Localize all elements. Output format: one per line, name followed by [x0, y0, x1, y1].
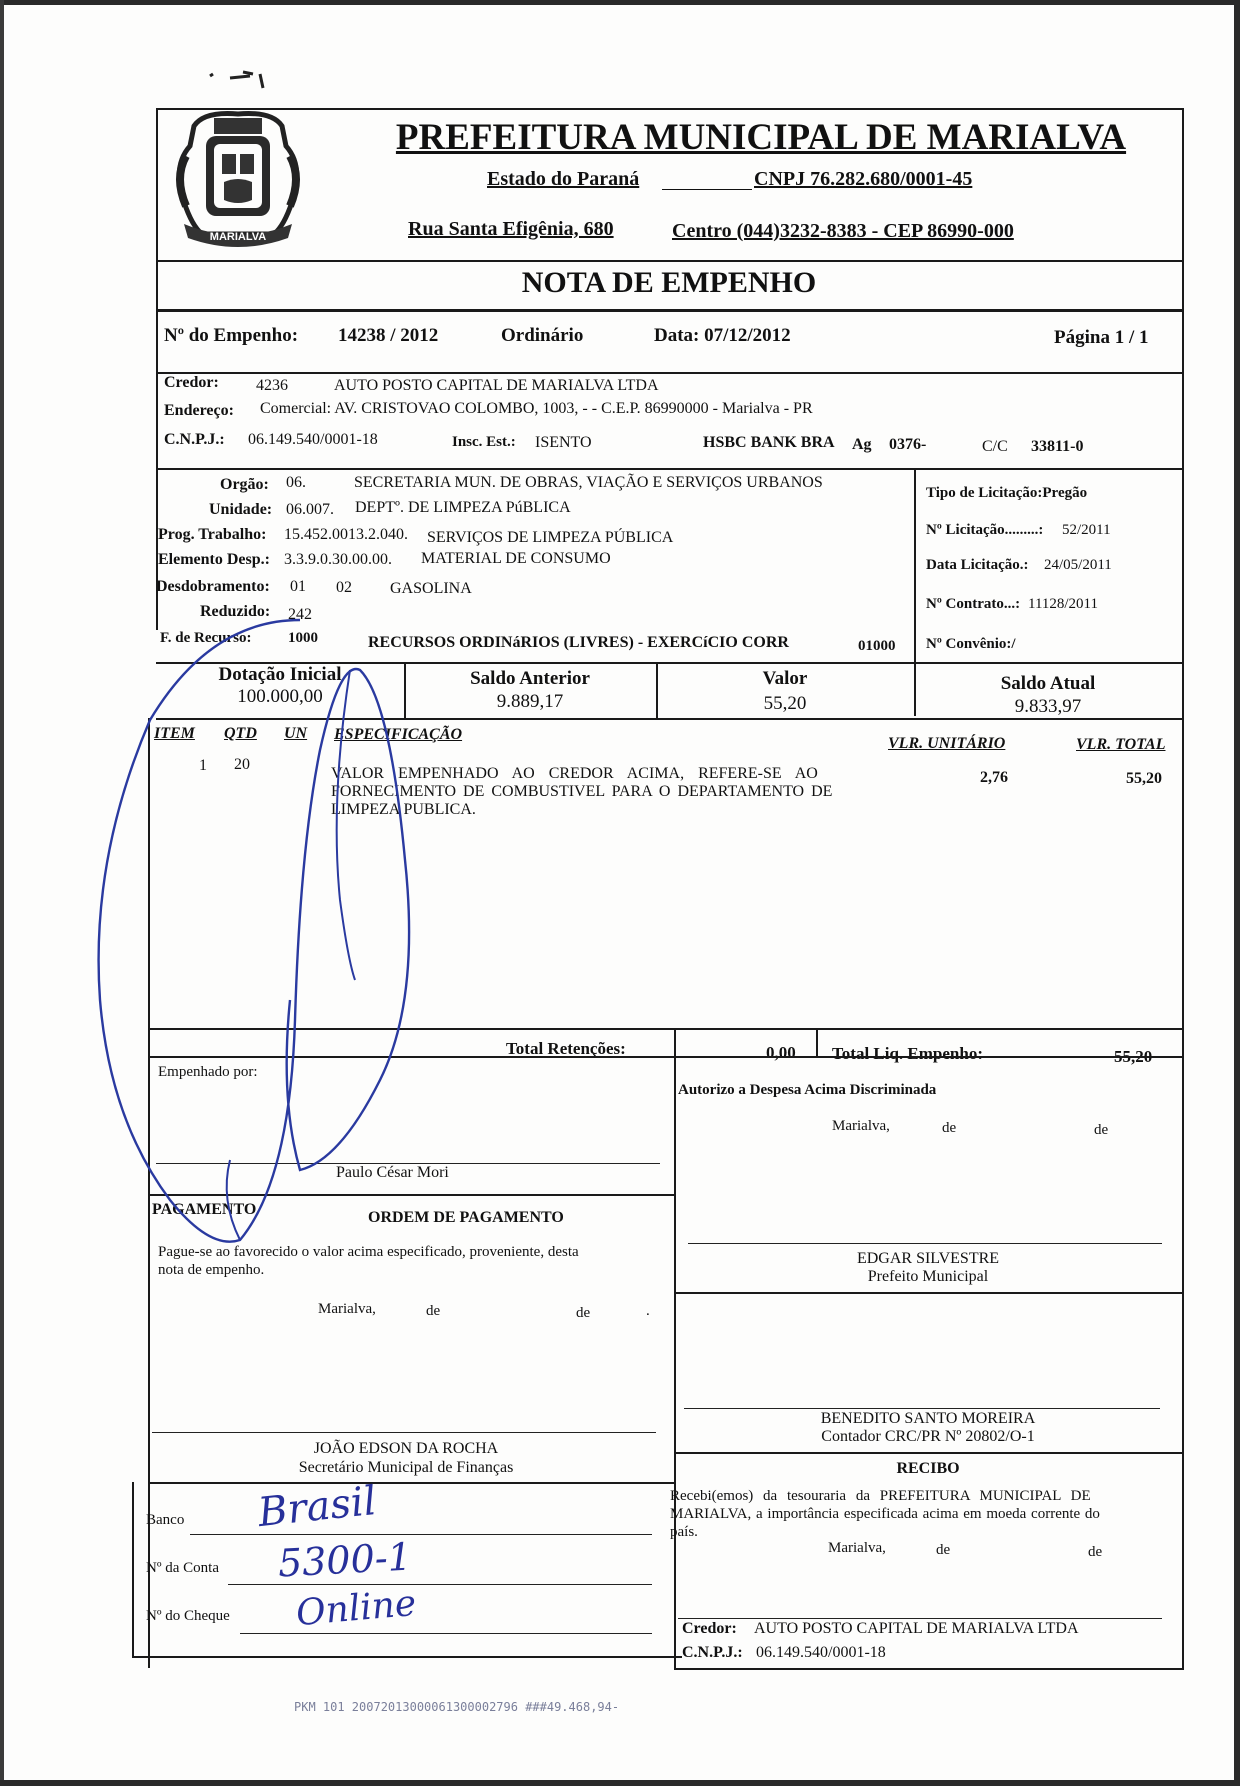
item-spec-line-2: FORNECIMENTO DE COMBUSTIVEL PARA O DEPARTAMENTO DE: [331, 783, 833, 800]
credor-name: AUTO POSTO CAPITAL DE MARIALVA LTDA: [334, 377, 659, 394]
recibo-marialva: Marialva,: [828, 1540, 886, 1556]
secretario-role: Secretário Municipal de Finanças: [298, 1459, 514, 1476]
licitacao-date-label: Data Licitação.:: [926, 557, 1029, 573]
header-address: Rua Santa Efigênia, 680: [408, 218, 614, 240]
saldo-anterior-label: Saldo Anterior: [470, 668, 590, 689]
scan-border-left: [0, 0, 4, 1786]
licitacao-date: 24/05/2011: [1044, 557, 1112, 573]
credor-insc: ISENTO: [535, 434, 592, 451]
recibo-credor-name: AUTO POSTO CAPITAL DE MARIALVA LTDA: [754, 1620, 1079, 1637]
recibo-credor-label: Credor:: [682, 1620, 737, 1637]
retencoes-label: Total Retenções:: [506, 1039, 626, 1058]
elemento-label: Elemento Desp.:: [158, 551, 270, 568]
saldo-atual-value: 9.833,97: [1014, 696, 1082, 717]
cheque-handwritten: Online: [294, 1582, 418, 1635]
recibo-label: RECIBO: [896, 1460, 960, 1477]
scan-border-bottom: [0, 1780, 1240, 1786]
recibo-text-1: Recebi(emos) da tesouraria da PREFEITURA MUNICIPAL DE: [670, 1488, 1091, 1504]
unidade-label: Unidade:: [209, 501, 273, 518]
saldo-anterior-value: 9.889,17: [496, 691, 564, 712]
convenio: Nº Convênio:/: [926, 636, 1016, 652]
orgao-name: SECRETARIA MUN. DE OBRAS, VIAÇÃO E SERVIÇOS URBANOS: [354, 474, 823, 491]
contador-role: Contador CRC/PR Nº 20802/O-1: [821, 1428, 1035, 1445]
credor-cc: 33811-0: [1031, 438, 1084, 455]
credor-bank: HSBC BANK BRA: [703, 434, 835, 451]
staple-mark: [205, 66, 285, 90]
cnpj-label: C.N.P.J.:: [164, 431, 225, 448]
valor-value: 55,20: [763, 693, 807, 714]
document-title: NOTA DE EMPENHO: [521, 266, 817, 299]
orgao-code: 06.: [286, 474, 306, 491]
dotacao-value: 100.000,00: [237, 686, 323, 707]
prefeito-name: EDGAR SILVESTRE: [856, 1250, 1000, 1267]
contador-name: BENEDITO SANTO MOREIRA: [820, 1410, 1036, 1427]
scan-border-top: [0, 0, 1240, 5]
empenhado-por-label: Empenhado por:: [158, 1064, 258, 1080]
crest-text: MARIALVA: [209, 231, 267, 243]
empenho-date: Data: 07/12/2012: [654, 325, 791, 346]
credor-label: Credor:: [164, 374, 219, 391]
retencoes-value: 0,00: [766, 1043, 796, 1062]
recurso-number: 01000: [858, 638, 896, 654]
autorizo-marialva: Marialva,: [832, 1118, 890, 1134]
credor-ag-label: Ag: [852, 436, 872, 453]
unidade-name: DEPTº. DE LIMPEZA PúBLICA: [355, 499, 571, 516]
address-label: Endereço:: [164, 402, 234, 419]
recibo-text-2: MARIALVA, a importância especificada acima em moeda corrente do: [670, 1506, 1100, 1522]
header-title: PREFEITURA MUNICIPAL DE MARIALVA: [395, 117, 1127, 158]
conta-handwritten: 5300-1: [276, 1534, 413, 1586]
autorizo-text: Autorizo a Despesa Acima Discriminada: [678, 1082, 937, 1098]
col-total-value: VLR. TOTAL: [1076, 736, 1166, 753]
col-item: ITEM: [154, 725, 195, 742]
saldo-atual-label: Saldo Atual: [1000, 673, 1096, 694]
item-number: 1: [199, 757, 207, 774]
pagamento-de-2: de: [576, 1305, 591, 1321]
recibo-cnpj-label: C.N.P.J.:: [682, 1644, 743, 1661]
header-state: Estado do Paraná: [487, 168, 640, 190]
banco-handwritten: Brasil: [255, 1477, 379, 1537]
empenho-type: Ordinário: [501, 325, 584, 346]
empenho-number-label: Nº do Empenho:: [164, 325, 299, 346]
col-unit-value: VLR. UNITÁRIO: [888, 735, 1006, 752]
licitacao-number-label: Nº Licitação.........:: [926, 522, 1044, 538]
item-spec-line-3: LIMPEZA PUBLICA.: [331, 801, 476, 818]
prog-name: SERVIÇOS DE LIMPEZA PÚBLICA: [427, 529, 674, 546]
elemento-name: MATERIAL DE CONSUMO: [421, 550, 611, 567]
pagamento-de-1: de: [426, 1303, 441, 1319]
dotacao-label: Dotação Inicial: [218, 664, 342, 685]
desdobramento-label: Desdobramento:: [156, 578, 270, 595]
recibo-de-1: de: [936, 1542, 951, 1558]
credor-cc-label: C/C: [982, 438, 1008, 455]
contrato-label: Nº Contrato...:: [926, 596, 1021, 612]
footer-code: PKM 101 20072013000061300002796 ###49.468,94-: [294, 1700, 620, 1714]
valor-label: Valor: [762, 668, 808, 689]
item-unit-value: 2,76: [980, 769, 1008, 786]
autorizo-de-1: de: [942, 1120, 957, 1136]
secretario-name: JOÃO EDSON DA ROCHA: [313, 1440, 499, 1457]
credor-address: Comercial: AV. CRISTOVAO COLOMBO, 1003, - - C.E.P. 86990000 - Marialva - PR: [260, 400, 813, 417]
banco-label: Banco: [146, 1512, 185, 1528]
ordem-pagamento-label: ORDEM DE PAGAMENTO: [368, 1209, 564, 1226]
header-district-phone-cep: Centro (044)3232-8383 - CEP 86990-000: [672, 220, 1014, 242]
recurso-name: RECURSOS ORDINáRIOS (LIVRES) - EXERCíCIO CORR: [368, 634, 789, 651]
prefeito-role: Prefeito Municipal: [867, 1268, 989, 1285]
col-un: UN: [284, 725, 308, 742]
orgao-label: Orgão:: [220, 476, 269, 493]
recibo-de-2: de: [1088, 1544, 1103, 1560]
unidade-code: 06.007.: [286, 501, 334, 518]
prog-code: 15.452.0013.2.040.: [284, 526, 408, 543]
cheque-label: Nº do Cheque: [146, 1608, 230, 1624]
pagamento-marialva: Marialva,: [318, 1301, 376, 1317]
reduzido-value: 242: [288, 606, 312, 623]
recurso-label: F. de Recurso:: [160, 630, 252, 646]
conta-label: Nº da Conta: [146, 1560, 219, 1576]
contrato-number: 11128/2011: [1028, 596, 1098, 612]
page-number: Página 1 / 1: [1054, 327, 1149, 348]
reduzido-label: Reduzido:: [200, 603, 271, 620]
desdobramento-code-2: 02: [336, 579, 352, 596]
pague-text-2: nota de empenho.: [158, 1262, 265, 1278]
licitacao-number: 52/2011: [1062, 522, 1111, 538]
credor-ag: 0376-: [889, 436, 927, 453]
empenhado-por-name: Paulo César Mori: [336, 1164, 449, 1181]
prog-label: Prog. Trabalho:: [158, 526, 267, 543]
col-qtd: QTD: [224, 725, 257, 742]
desdobramento-code-1: 01: [290, 578, 306, 595]
credor-cnpj: 06.149.540/0001-18: [248, 431, 378, 448]
pagamento-dot: .: [646, 1303, 650, 1319]
pagamento-label: PAGAMENTO: [152, 1201, 257, 1218]
recurso-code: 1000: [288, 630, 318, 646]
recibo-cnpj: 06.149.540/0001-18: [756, 1644, 886, 1661]
municipal-crest-logo: [164, 106, 312, 254]
item-qtd: 20: [234, 756, 250, 773]
autorizo-de-2: de: [1094, 1122, 1109, 1138]
col-spec: ESPECIFICAÇÃO: [334, 726, 463, 743]
item-spec-line-1: VALOR EMPENHADO AO CREDOR ACIMA, REFERE-SE AO: [331, 765, 818, 782]
recibo-text-3: país.: [670, 1524, 698, 1540]
tipo-licitacao: Tipo de Licitação:Pregão: [926, 485, 1088, 501]
desdobramento-name: GASOLINA: [390, 580, 472, 597]
pague-text-1: Pague-se ao favorecido o valor acima especificado, proveniente, desta: [158, 1244, 579, 1260]
credor-code: 4236: [256, 377, 288, 394]
item-total-value: 55,20: [1126, 770, 1162, 787]
handwritten-signature: [90, 600, 490, 1260]
insc-label: Insc. Est.:: [452, 434, 516, 450]
liquido-value: 55,20: [1114, 1047, 1153, 1066]
header-cnpj: CNPJ 76.282.680/0001-45: [754, 168, 973, 190]
empenho-number: 14238 / 2012: [338, 325, 439, 346]
elemento-code: 3.3.9.0.30.00.00.: [284, 551, 392, 568]
scan-border-right: [1234, 0, 1240, 1786]
liquido-label: Total Liq. Empenho:: [832, 1044, 983, 1063]
